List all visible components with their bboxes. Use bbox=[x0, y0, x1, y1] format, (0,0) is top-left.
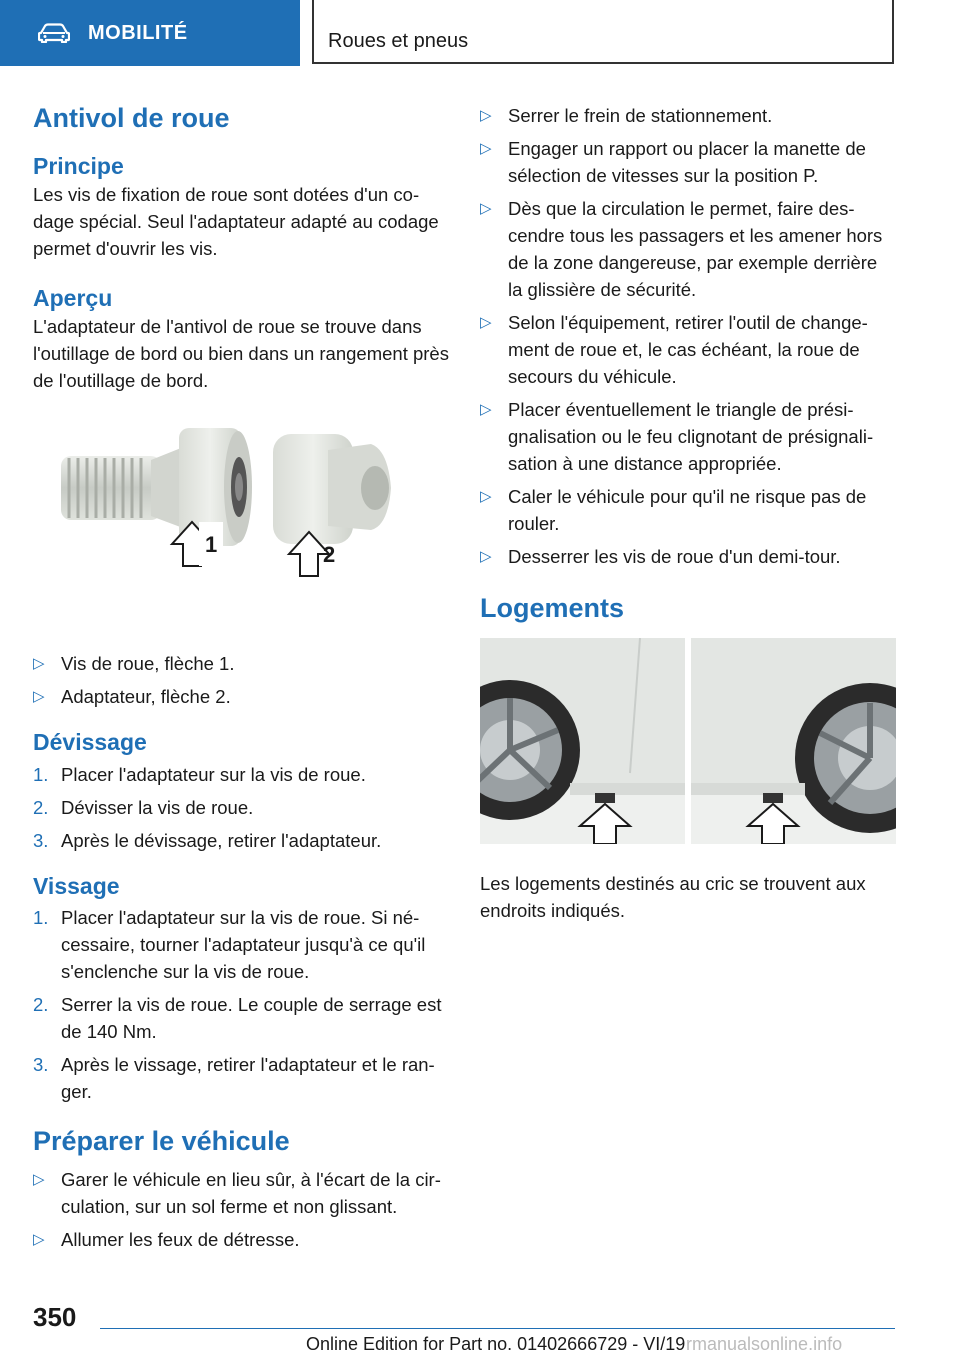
triangle-bullet-icon: ▷ bbox=[480, 314, 492, 331]
text-logements: Les logements destinés au cric se trouvent aux endroits indiqués. bbox=[480, 873, 866, 922]
list-item: 3. Après le vissage, retirer l'adaptateur et le ran-ger. bbox=[33, 1054, 435, 1103]
triangle-bullet-icon: ▷ bbox=[33, 687, 45, 705]
triangle-bullet-icon: ▷ bbox=[33, 1230, 45, 1248]
chapter-box bbox=[312, 0, 894, 64]
arrow-1-label: 1 bbox=[205, 531, 218, 557]
figure-legend bbox=[33, 650, 451, 710]
car-side-left-panel bbox=[480, 638, 685, 844]
list-item: 3. Après le dévissage, retirer l'adaptateur. bbox=[33, 829, 382, 851]
list-item: ▷ Vis de roue, flèche 1. bbox=[33, 650, 451, 677]
page-number: 350 bbox=[33, 1302, 77, 1332]
section-label: MOBILITÉ bbox=[88, 21, 188, 44]
edition-text: Online Edition for Part no. 01402666729 - VI/19 bbox=[306, 1334, 686, 1354]
car-icon bbox=[38, 23, 70, 43]
steps-devissage bbox=[33, 761, 451, 854]
footer-divider bbox=[100, 1328, 895, 1329]
adapter bbox=[273, 434, 391, 544]
triangle-bullet-icon: ▷ bbox=[480, 140, 492, 157]
list-item: ▷ Placer éventuellement le triangle de prési-gnalisation ou le feu clignotant de présignali-sation à une distance appropriée. bbox=[480, 396, 896, 477]
list-item: ▷ Allumer les feux de détresse. bbox=[33, 1226, 451, 1253]
triangle-bullet-icon: ▷ bbox=[480, 488, 492, 505]
list-item: ▷ Adaptateur, flèche 2. bbox=[33, 683, 451, 710]
list-item: ▷ Engager un rapport ou placer la manette de sélection de vitesses sur la position P. bbox=[480, 135, 896, 189]
jacking-points-figure bbox=[480, 638, 896, 844]
list-item: ▷ Selon l'équipement, retirer l'outil de change-ment de roue et, le cas échéant, la roue de secours du véhicule. bbox=[480, 309, 896, 390]
steps-vissage bbox=[33, 904, 451, 1105]
list-item: ▷ Desserrer les vis de roue d'un demi-tour. bbox=[480, 543, 896, 570]
title-antivol: Antivol de roue bbox=[33, 103, 230, 133]
section-tab bbox=[0, 0, 300, 66]
wheel-bolt bbox=[61, 428, 252, 546]
page-footer bbox=[0, 1300, 960, 1362]
title-preparer: Préparer le véhicule bbox=[33, 1126, 290, 1157]
page-header bbox=[0, 0, 960, 66]
car-side-right-panel bbox=[691, 638, 896, 844]
list-item: 1. Placer l'adaptateur sur la vis de roue. Si né-cessaire, tourner l'adaptateur jusqu'à ce qu'il s'enclenche sur la vis de roue. bbox=[33, 907, 426, 983]
bullets-preparer bbox=[33, 1166, 451, 1253]
right-column bbox=[480, 102, 896, 924]
list-item: ▷ Caler le véhicule pour qu'il ne risque pas de rouler. bbox=[480, 483, 896, 537]
heading-devissage: Dévissage bbox=[33, 728, 147, 755]
list-item: 2. Dévisser la vis de roue. bbox=[33, 796, 254, 818]
list-item: 2. Serrer la vis de roue. Le couple de serrage est de 140 Nm. bbox=[33, 994, 442, 1043]
wheel-lock-figure bbox=[33, 404, 451, 642]
triangle-bullet-icon: ▷ bbox=[33, 1170, 45, 1188]
left-column bbox=[33, 96, 451, 1259]
triangle-bullet-icon: ▷ bbox=[480, 107, 492, 124]
heading-apercu: Aperçu bbox=[33, 285, 113, 312]
triangle-bullet-icon: ▷ bbox=[480, 401, 492, 418]
triangle-bullet-icon: ▷ bbox=[480, 200, 492, 217]
text-principe: Les vis de fixation de roue sont dotées d'un co-dage spécial. Seul l'adaptateur adapté au codage permet d'ouvrir les vis. bbox=[33, 184, 439, 260]
title-logements: Logements bbox=[480, 593, 625, 623]
triangle-bullet-icon: ▷ bbox=[480, 548, 492, 565]
chapter-title: Roues et pneus bbox=[328, 30, 469, 52]
text-apercu: L'adaptateur de l'antivol de roue se trouve dans l'outillage de bord ou bien dans un rangement près de l'outillage de bord. bbox=[33, 315, 449, 391]
triangle-bullet-icon: ▷ bbox=[33, 654, 45, 672]
heading-principe: Principe bbox=[33, 153, 124, 180]
list-item: 1. Placer l'adaptateur sur la vis de roue. bbox=[33, 763, 366, 785]
bullets-preparer-continued bbox=[480, 102, 896, 570]
watermark: rmanualsonline.info bbox=[686, 1334, 843, 1354]
arrow-2-label: 2 bbox=[323, 541, 336, 567]
list-item: ▷ Garer le véhicule en lieu sûr, à l'écart de la cir-culation, sur un sol ferme et non glissant. bbox=[33, 1166, 451, 1220]
list-item: ▷ Dès que la circulation le permet, faire des-cendre tous les passagers et les amener hors de la zone dangereuse, par exemple derrière la glissière de sécurité. bbox=[480, 195, 896, 303]
heading-vissage: Vissage bbox=[33, 872, 120, 899]
list-item: ▷ Serrer le frein de stationnement. bbox=[480, 102, 896, 129]
